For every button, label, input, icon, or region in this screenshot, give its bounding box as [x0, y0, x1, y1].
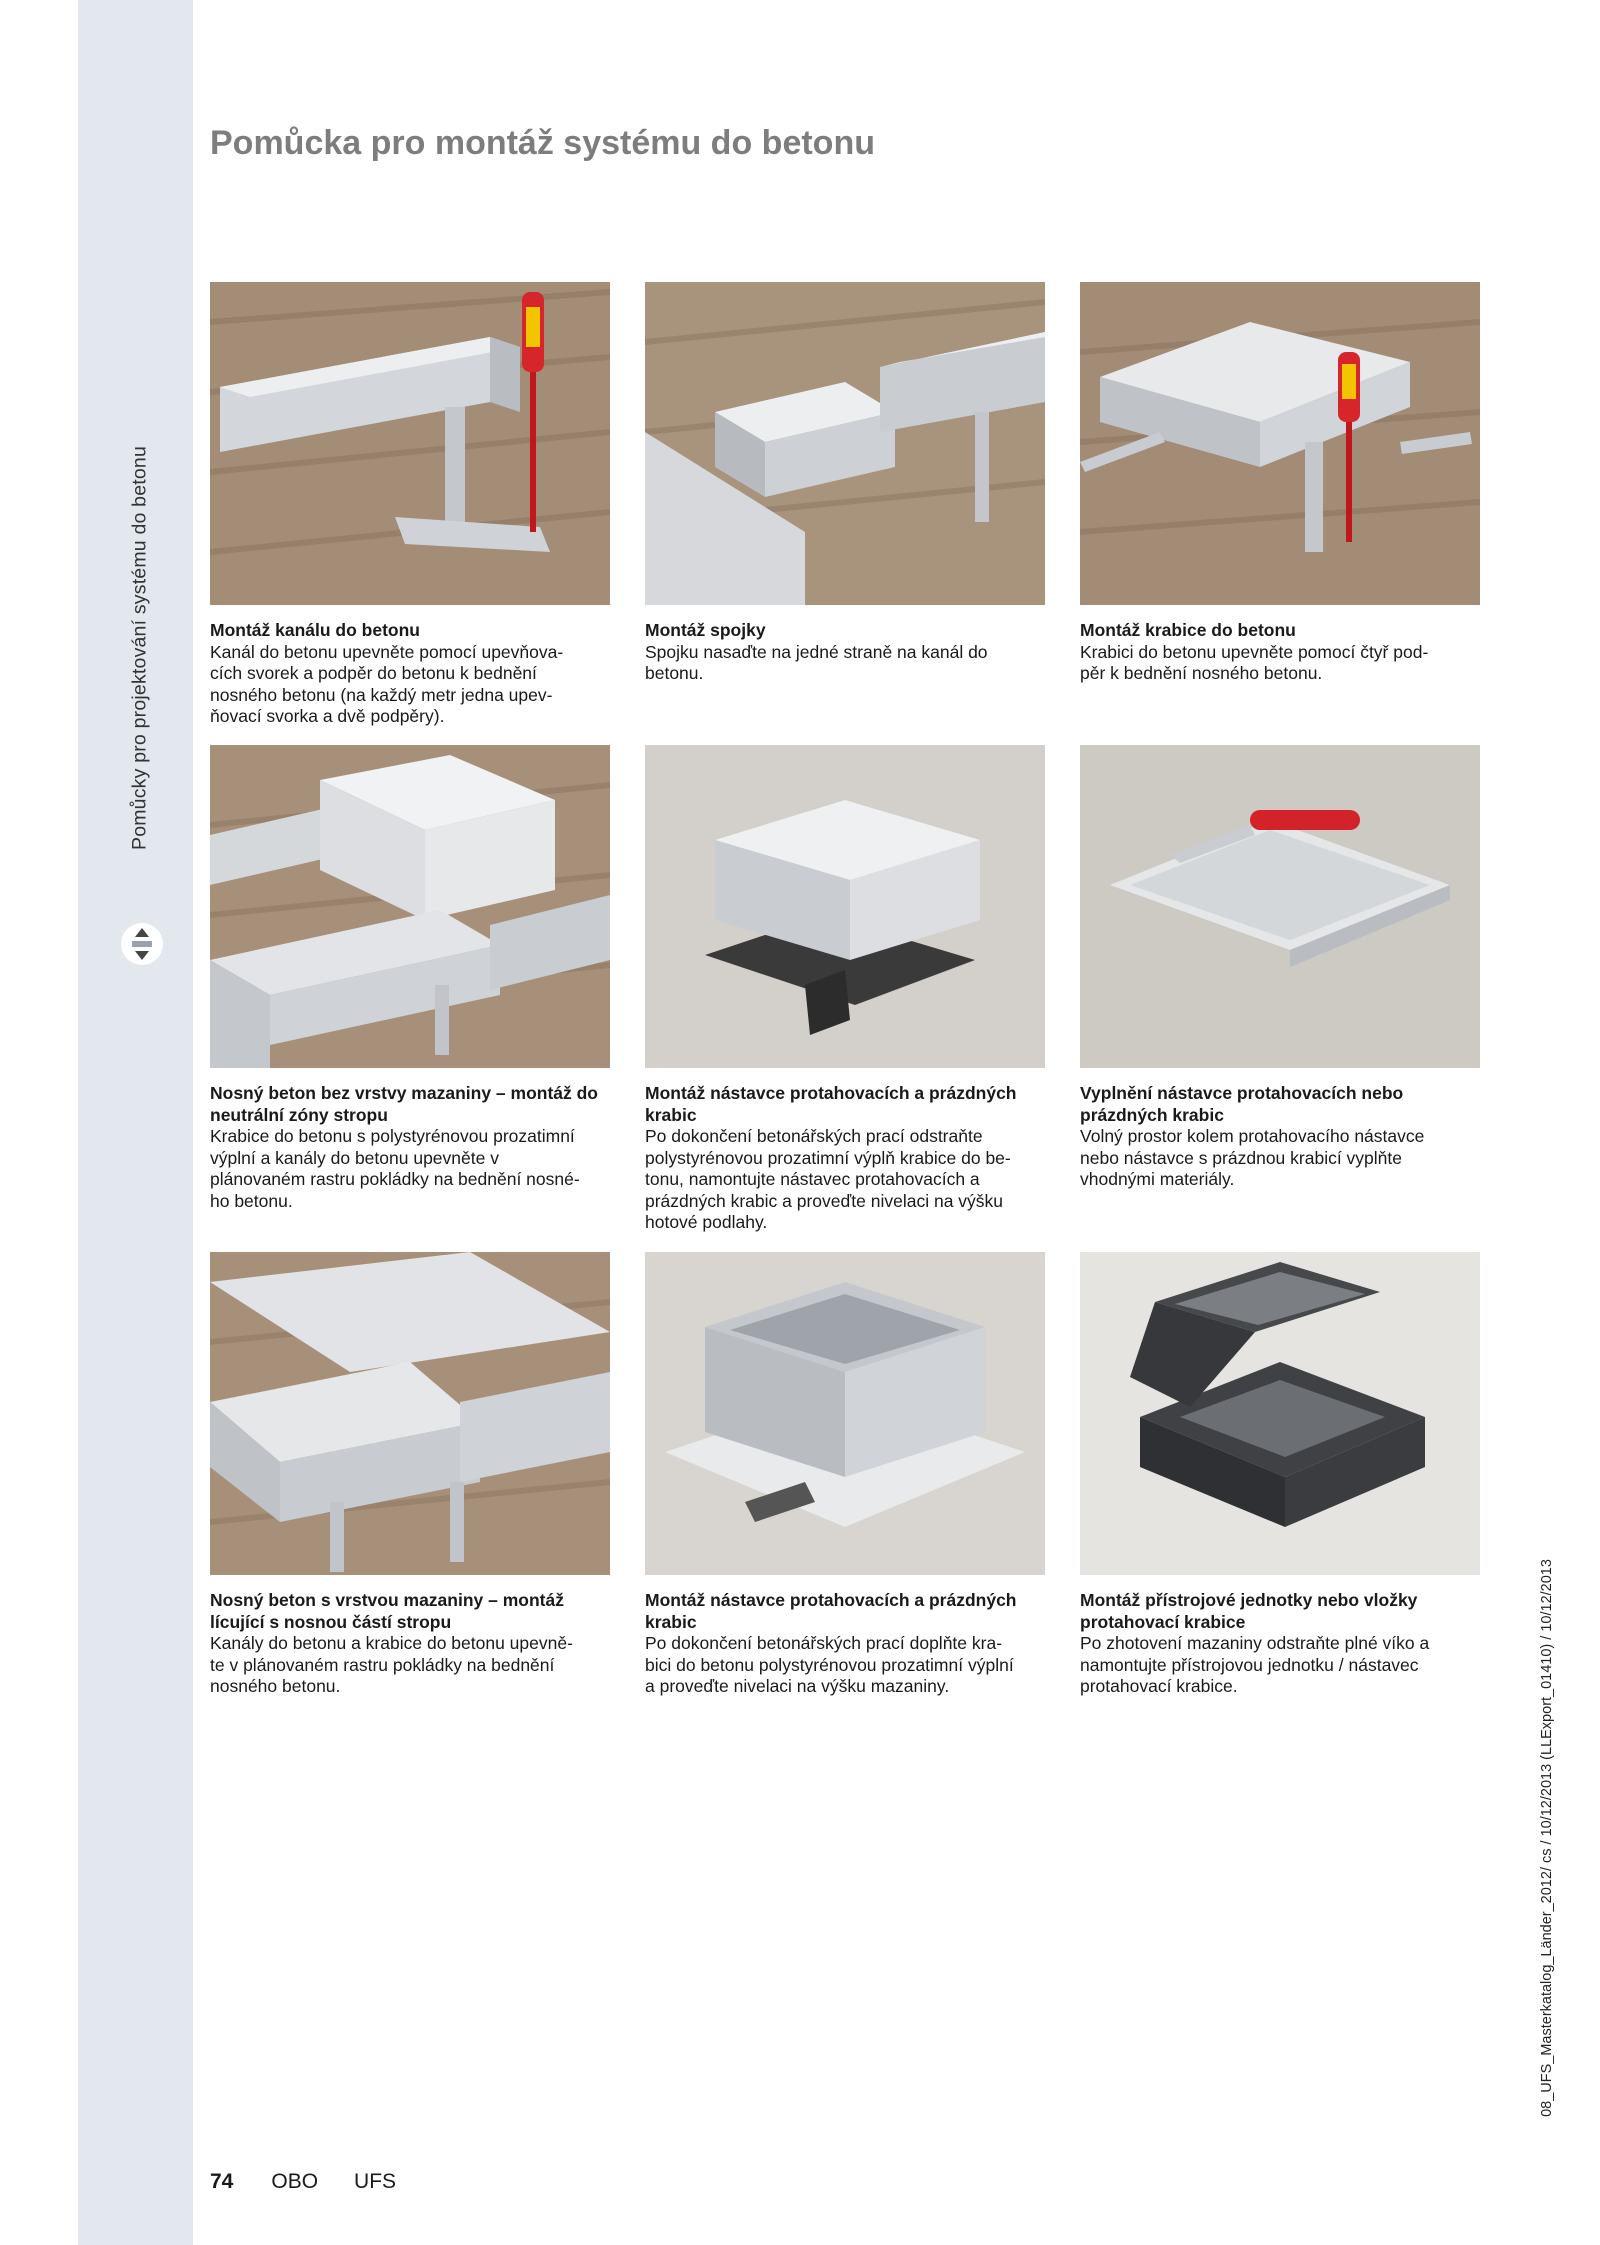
step-title: Montáž nástavce protahovacích a prázdných krabic	[645, 1083, 1017, 1125]
step-title: Nosný beton s vrstvou mazaniny – montáž lícující s nosnou částí stropu	[210, 1590, 564, 1632]
side-section-label: Pomůcky pro projektování systému do betonu	[128, 445, 151, 851]
step-description: Po zhotovení mazaniny odstraňte plné víko a namontujte přístrojovou jednotku / nástavec protahovací krabice.	[1080, 1633, 1430, 1696]
step-description: Spojku nasaďte na jedné straně na kanál do betonu.	[645, 641, 988, 683]
step-description: Volný prostor kolem protahovacího nástavce nebo nástavce s prázdnou krabicí vyplňte vhodnými materiály.	[1080, 1126, 1425, 1189]
page-title: Pomůcka pro montáž systému do betonu	[210, 124, 875, 162]
instruction-grid	[210, 282, 1480, 1712]
step-description: Po dokončení betonářských prací doplňte kra- bici do betonu polystyrénovou prozatimní výplní a proveďte nivelaci na výšku mazaniny.	[645, 1633, 1014, 1696]
step-description: Krabice do betonu s polystyrénovou prozatimní výplní a kanály do betonu upevněte v plánovaném rastru pokládky na bednění nosné- ho betonu.	[210, 1126, 580, 1211]
step-title: Montáž přístrojové jednotky nebo vložky protahovací krabice	[1080, 1590, 1418, 1632]
step-card-channel-mounting	[210, 282, 610, 728]
footer-product: UFS	[354, 2170, 397, 2193]
side-band	[78, 0, 193, 2245]
step-photo	[645, 745, 1045, 1068]
page-number: 74	[210, 2170, 234, 2193]
step-photo	[645, 1252, 1045, 1575]
step-card-neutral-zone	[210, 745, 610, 1212]
step-photo	[1080, 745, 1480, 1068]
step-title: Vyplnění nástavce protahovacích nebo prázdných krabic	[1080, 1083, 1404, 1125]
step-photo	[1080, 282, 1480, 605]
step-description: Kanál do betonu upevněte pomocí upevňova- cích svorek a podpěr do betonu k bednění nosného betonu (na každý metr jedna upev- ňovací svorka a dvě podpěry).	[210, 641, 564, 726]
step-description: Kanály do betonu a krabice do betonu upevně- te v plánovaném rastru pokládky na bednění nosného betonu.	[210, 1633, 573, 1696]
step-photo	[1080, 1252, 1480, 1575]
step-card-flush-mounting	[210, 1252, 610, 1698]
step-photo	[645, 282, 1045, 605]
step-card-coupling-mounting	[645, 282, 1045, 685]
step-card-screed-level	[645, 1252, 1045, 1698]
step-photo	[210, 1252, 610, 1575]
step-card-extension-mounting	[645, 745, 1045, 1234]
step-card-device-unit	[1080, 1252, 1480, 1698]
step-title: Nosný beton bez vrstvy mazaniny – montáž do neutrální zóny stropu	[210, 1083, 598, 1125]
step-photo	[210, 282, 610, 605]
obo-logo-icon	[120, 922, 164, 966]
step-title: Montáž kanálu do betonu	[210, 620, 420, 640]
page-footer	[210, 2170, 432, 2194]
step-title: Montáž nástavce protahovacích a prázdných krabic	[645, 1590, 1017, 1632]
footer-brand: OBO	[271, 2170, 319, 2193]
step-card-filling	[1080, 745, 1480, 1191]
step-title: Montáž krabice do betonu	[1080, 620, 1296, 640]
step-title: Montáž spojky	[645, 620, 766, 640]
step-description: Krabici do betonu upevněte pomocí čtyř pod- pěr k bednění nosného betonu.	[1080, 641, 1429, 683]
step-photo	[210, 745, 610, 1068]
step-description: Po dokončení betonářských prací odstraňte polystyrénovou prozatimní výplň krabice do be- tonu, namontujte nástavec protahovacích a prázdných krabic a proveďte nivelaci na výšku hotové podlahy.	[645, 1126, 1011, 1232]
step-card-box-mounting	[1080, 282, 1480, 685]
file-meta-label: 08_UFS_Masterkatalog_Länder_2012/ cs / 10/12/2013 (LLExport_01410) / 10/12/2013	[1539, 1559, 1555, 2117]
